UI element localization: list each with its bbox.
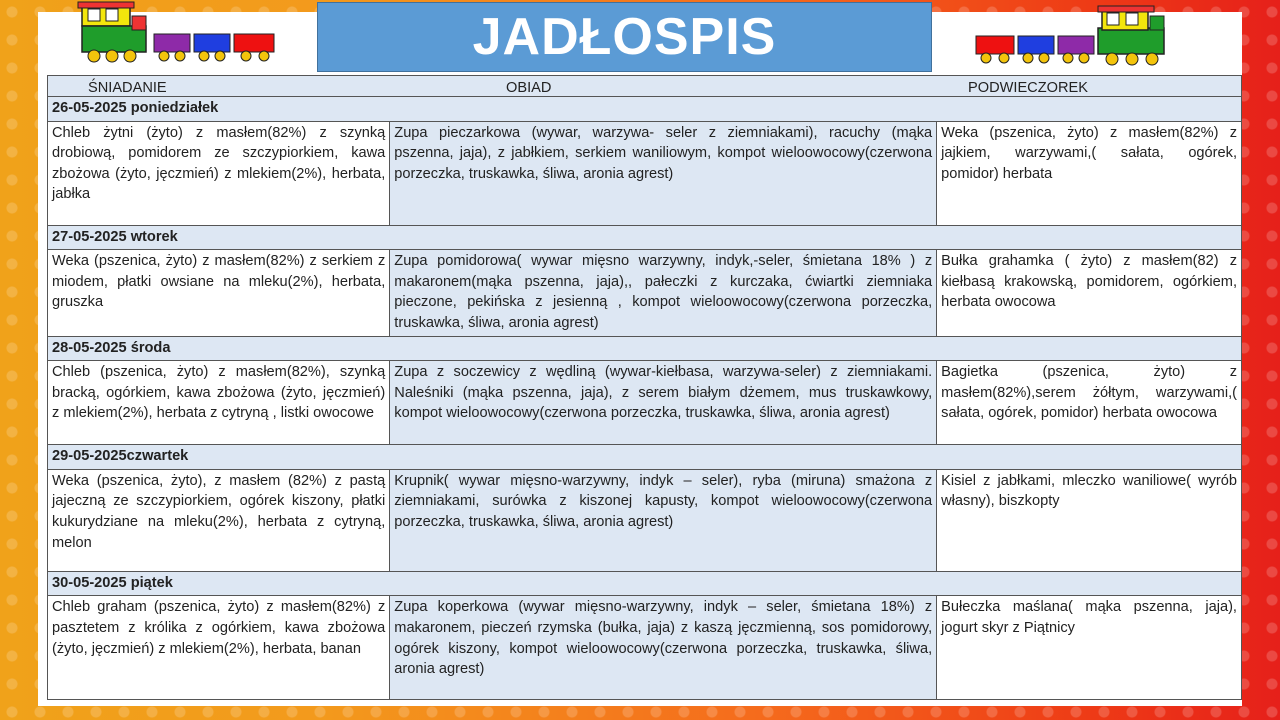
breakfast-cell: Chleb (pszenica, żyto) z masłem(82%), szynką bracką, ogórkiem, kawa zbożowa (żyto, jęczmień) z mlekiem(2%), herbata z cytryną , listki owocowe (48, 361, 390, 445)
lunch-cell: Zupa pomidorowa( wywar mięsno warzywny, indyk,-seler, śmietana 18% ) z makaronem(mąka pszenna, jaja),, pałeczki z kurczaka, ćwiartki ziemniaka pieczone, pekińska z jesienną , kompot wieloowocowy(czerwona porzeczka, truskawka, śliwa, aronia agrest) (390, 250, 937, 336)
snack-cell: Weka (pszenica, żyto) z masłem(82%) z jajkiem, warzywami,( sałata, ogórek, pomidor) herbata (937, 121, 1242, 225)
train-right-icon (972, 2, 1182, 74)
day-row (48, 469, 1242, 571)
title-banner (317, 2, 932, 72)
snack-cell: Bułka grahamka ( żyto) z masłem(82) z kiełbasą krakowską, pomidorem, ogórkiem, herbata owocowa (937, 250, 1242, 336)
day-date: 26-05-2025 poniedziałek (48, 97, 1242, 122)
breakfast-cell: Weka (pszenica, żyto) z masłem(82%) z serkiem z miodem, płatki owsiane na mleku(2%), herbata, gruszka (48, 250, 390, 336)
menu-table (47, 75, 1242, 700)
day-row (48, 250, 1242, 336)
train-left-icon (68, 0, 278, 70)
lunch-cell: Zupa koperkowa (wywar mięsno-warzywny, indyk – seler, śmietana 18%) z makaronem, pieczeń rzymska (bułka, jaja) z kaszą jęczmienną, sos pomidorowy, ogórek kiszony, kompot wieloowocowy(czerwona porzeczka, truskawka, śliwa, aronia agrest) (390, 596, 937, 700)
column-lunch-header: OBIAD (506, 80, 552, 96)
snack-cell: Kisiel z jabłkami, mleczko waniliowe( wyrób własny), biszkopty (937, 469, 1242, 571)
breakfast-cell: Chleb żytni (żyto) z masłem(82%) z szynką drobiową, pomidorem ze szczypiorkiem, kawa zbożowa (żyto, jęczmień) z mlekiem(2%), herbata, jabłka (48, 121, 390, 225)
lunch-cell: Krupnik( wywar mięsno-warzywny, indyk – seler), ryba (miruna) smażona z ziemniakami, surówka z kiszonej kapusty, kompot wieloowocowy(czerwona porzeczka, truskawka, śliwa, aronia agrest) (390, 469, 937, 571)
lunch-cell: Zupa pieczarkowa (wywar, warzywa- seler z ziemniakami), racuchy (mąka pszenna, jaja), z jabłkiem, serkiem waniliowym, kompot wieloowocowy(czerwona porzeczka, truskawka, śliwa, aronia agrest) (390, 121, 937, 225)
snack-cell: Bagietka (pszenica, żyto) z masłem(82%),serem żółtym, warzywami,( sałata, ogórek, pomidor) herbata owocowa (937, 361, 1242, 445)
day-row (48, 596, 1242, 700)
column-snack-header: PODWIECZOREK (968, 80, 1088, 96)
column-header-row (48, 76, 1242, 97)
day-date: 27-05-2025 wtorek (48, 225, 1242, 250)
snack-cell: Bułeczka maślana( mąka pszenna, jaja), jogurt skyr z Piątnicy (937, 596, 1242, 700)
day-date: 29-05-2025czwartek (48, 445, 1242, 470)
day-row (48, 361, 1242, 445)
breakfast-cell: Chleb graham (pszenica, żyto) z masłem(82%) z pasztetem z królika z ogórkiem, kawa zbożowa (żyto, jęczmień) z mlekiem(2%), herbata, banan (48, 596, 390, 700)
day-date: 28-05-2025 środa (48, 336, 1242, 361)
page-title: JADŁOSPIS (472, 8, 777, 66)
breakfast-cell: Weka (pszenica, żyto), z masłem (82%) z pastą jajeczną ze szczypiorkiem, ogórek kiszony, płatki kukurydziane na mleku(2%), herbata z cytryną, melon (48, 469, 390, 571)
column-breakfast-header: ŚNIADANIE (88, 80, 167, 96)
lunch-cell: Zupa z soczewicy z wędliną (wywar-kiełbasa, warzywa-seler) z ziemniakami. Naleśniki (mąka pszenna, jaja), z serem białym dżemem, mus truskawkowy, kompot wieloowocowy(czerwona porzeczka, truskawka, śliwa, aronia agrest) (390, 361, 937, 445)
day-row (48, 121, 1242, 225)
day-date: 30-05-2025 piątek (48, 571, 1242, 596)
